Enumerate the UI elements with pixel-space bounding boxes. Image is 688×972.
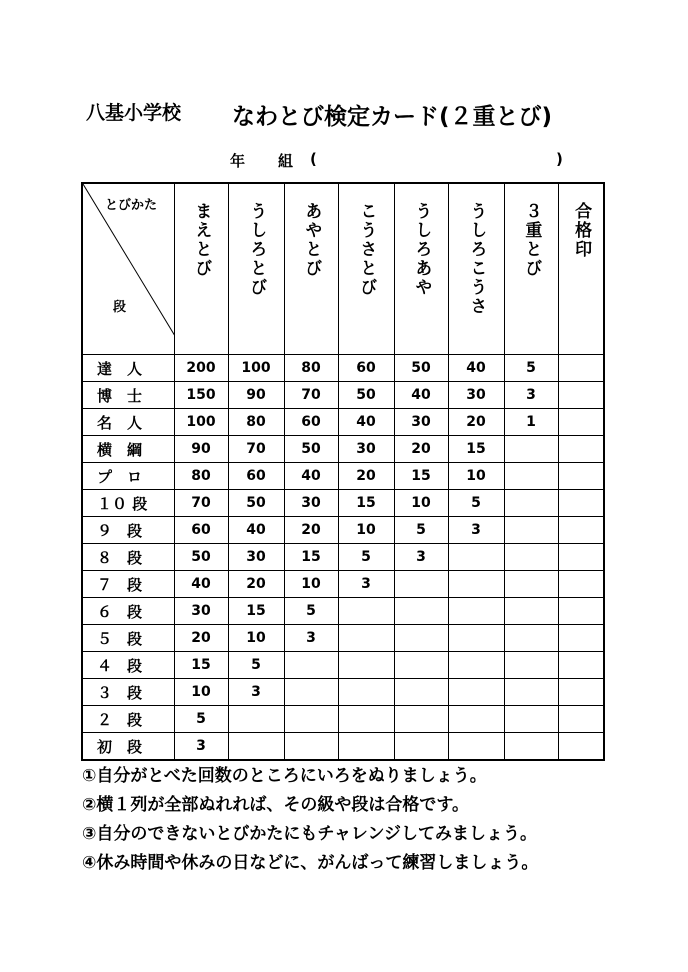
column-header-1 xyxy=(174,183,228,355)
count-cell: 20 xyxy=(394,436,448,463)
column-header-label: うしろあや xyxy=(411,202,432,297)
column-header-label: うしろとび xyxy=(246,202,267,297)
count-cell: 30 xyxy=(284,490,338,517)
column-header-3 xyxy=(284,183,338,355)
count-cell xyxy=(284,733,338,761)
count-cell xyxy=(394,598,448,625)
count-cell: 200 xyxy=(174,355,228,382)
count-cell xyxy=(338,679,394,706)
count-cell: 80 xyxy=(284,355,338,382)
count-cell: 5 xyxy=(504,355,558,382)
column-header-5 xyxy=(394,183,448,355)
count-cell xyxy=(228,733,284,761)
count-cell xyxy=(448,679,504,706)
count-cell: 80 xyxy=(228,409,284,436)
count-cell xyxy=(338,706,394,733)
count-cell xyxy=(394,706,448,733)
count-cell: 10 xyxy=(338,517,394,544)
count-cell: 5 xyxy=(448,490,504,517)
count-cell: 10 xyxy=(228,625,284,652)
count-cell: 10 xyxy=(394,490,448,517)
column-header-label: うしろこうさ xyxy=(466,202,487,316)
table-row xyxy=(82,625,604,652)
instructions xyxy=(82,762,642,878)
card-title: なわとび検定カード(２重とび) xyxy=(232,104,553,130)
count-cell: 20 xyxy=(174,625,228,652)
count-cell: 50 xyxy=(228,490,284,517)
count-cell: 70 xyxy=(284,382,338,409)
table-row xyxy=(82,652,604,679)
pass-stamp-cell[interactable] xyxy=(558,598,604,625)
column-header-label: こうさとび xyxy=(356,202,377,297)
count-cell xyxy=(394,679,448,706)
count-cell xyxy=(394,652,448,679)
rank-label: ４ 段 xyxy=(82,652,174,679)
class-label: 組 xyxy=(278,152,294,170)
count-cell: 20 xyxy=(284,517,338,544)
count-cell: 15 xyxy=(174,652,228,679)
count-cell xyxy=(338,733,394,761)
count-cell: 30 xyxy=(338,436,394,463)
count-cell: 40 xyxy=(228,517,284,544)
count-cell xyxy=(448,625,504,652)
count-cell: 150 xyxy=(174,382,228,409)
count-cell: 3 xyxy=(284,625,338,652)
column-header-label: あやとび xyxy=(301,202,322,278)
corner-bottom-label: 段 xyxy=(113,300,127,315)
count-cell: 5 xyxy=(394,517,448,544)
pass-stamp-cell[interactable] xyxy=(558,436,604,463)
count-cell: 3 xyxy=(504,382,558,409)
column-header-2 xyxy=(228,183,284,355)
count-cell: 60 xyxy=(284,409,338,436)
note-2: ②横１列が全部ぬれれば、その級や段は合格です。 xyxy=(82,795,470,815)
count-cell: 40 xyxy=(174,571,228,598)
pass-stamp-cell[interactable] xyxy=(558,706,604,733)
pass-stamp-cell[interactable] xyxy=(558,544,604,571)
count-cell: 70 xyxy=(174,490,228,517)
count-cell xyxy=(284,679,338,706)
table-row xyxy=(82,517,604,544)
pass-stamp-cell[interactable] xyxy=(558,382,604,409)
column-header-label: 合格印 xyxy=(571,202,592,259)
table-row xyxy=(82,463,604,490)
count-cell: 30 xyxy=(174,598,228,625)
rank-label: ６ 段 xyxy=(82,598,174,625)
count-cell: 80 xyxy=(174,463,228,490)
count-cell: 100 xyxy=(228,355,284,382)
count-cell xyxy=(504,652,558,679)
count-cell xyxy=(284,652,338,679)
rank-label: 達 人 xyxy=(82,355,174,382)
count-cell: 3 xyxy=(228,679,284,706)
count-cell: 40 xyxy=(284,463,338,490)
count-cell xyxy=(448,706,504,733)
count-cell: 15 xyxy=(448,436,504,463)
count-cell: 40 xyxy=(448,355,504,382)
table-row xyxy=(82,436,604,463)
count-cell: 100 xyxy=(174,409,228,436)
count-cell xyxy=(504,733,558,761)
count-cell: 40 xyxy=(338,409,394,436)
count-cell: 15 xyxy=(284,544,338,571)
count-cell: 20 xyxy=(448,409,504,436)
count-cell: 20 xyxy=(338,463,394,490)
open-paren: ( xyxy=(310,150,317,168)
rank-label: 横 綱 xyxy=(82,436,174,463)
count-cell: 3 xyxy=(338,571,394,598)
count-cell: 90 xyxy=(228,382,284,409)
count-cell xyxy=(284,706,338,733)
table-row xyxy=(82,571,604,598)
skill-table xyxy=(81,182,605,761)
count-cell: 50 xyxy=(338,382,394,409)
table-row xyxy=(82,382,604,409)
count-cell: 5 xyxy=(338,544,394,571)
column-header-6 xyxy=(448,183,504,355)
pass-stamp-cell[interactable] xyxy=(558,679,604,706)
pass-stamp-cell[interactable] xyxy=(558,625,604,652)
rank-label: ９ 段 xyxy=(82,517,174,544)
column-header-8 xyxy=(558,183,604,355)
count-cell: 3 xyxy=(448,517,504,544)
count-cell xyxy=(394,571,448,598)
table-row xyxy=(82,409,604,436)
count-cell xyxy=(504,436,558,463)
count-cell xyxy=(338,625,394,652)
table-row xyxy=(82,598,604,625)
count-cell: 3 xyxy=(394,544,448,571)
rank-label: ５ 段 xyxy=(82,625,174,652)
count-cell: 5 xyxy=(284,598,338,625)
school-name: 八基小学校 xyxy=(86,102,182,124)
count-cell xyxy=(448,544,504,571)
pass-stamp-cell[interactable] xyxy=(558,409,604,436)
pass-stamp-cell[interactable] xyxy=(558,355,604,382)
table-row xyxy=(82,355,604,382)
grade-label: 年 xyxy=(230,152,246,170)
table-row xyxy=(82,490,604,517)
rank-label: ７ 段 xyxy=(82,571,174,598)
count-cell: 50 xyxy=(284,436,338,463)
count-cell xyxy=(504,490,558,517)
rank-label: プ ロ xyxy=(82,463,174,490)
rank-label: ２ 段 xyxy=(82,706,174,733)
count-cell xyxy=(338,652,394,679)
count-cell: 40 xyxy=(394,382,448,409)
count-cell xyxy=(504,517,558,544)
count-cell xyxy=(448,571,504,598)
corner-cell xyxy=(82,183,174,355)
count-cell: 15 xyxy=(338,490,394,517)
count-cell xyxy=(448,733,504,761)
pass-stamp-cell[interactable] xyxy=(558,490,604,517)
rank-label: 博 士 xyxy=(82,382,174,409)
rank-label: ８ 段 xyxy=(82,544,174,571)
count-cell xyxy=(504,544,558,571)
count-cell xyxy=(394,733,448,761)
count-cell: 60 xyxy=(174,517,228,544)
count-cell xyxy=(448,598,504,625)
count-cell: 60 xyxy=(338,355,394,382)
count-cell xyxy=(338,598,394,625)
rank-label: ３ 段 xyxy=(82,679,174,706)
table-row xyxy=(82,679,604,706)
note-1: ①自分がとべた回数のところにいろをぬりましょう。 xyxy=(82,766,487,786)
table-row xyxy=(82,706,604,733)
count-cell xyxy=(394,625,448,652)
count-cell xyxy=(228,706,284,733)
count-cell: 10 xyxy=(284,571,338,598)
table-row xyxy=(82,544,604,571)
pass-stamp-cell[interactable] xyxy=(558,517,604,544)
corner-top-label: とびかた xyxy=(105,198,158,213)
pass-stamp-cell[interactable] xyxy=(558,652,604,679)
pass-stamp-cell[interactable] xyxy=(558,571,604,598)
count-cell: 30 xyxy=(394,409,448,436)
rank-label: １０ 段 xyxy=(82,490,174,517)
count-cell: 10 xyxy=(448,463,504,490)
count-cell: 20 xyxy=(228,571,284,598)
rank-label: 名 人 xyxy=(82,409,174,436)
pass-stamp-cell[interactable] xyxy=(558,463,604,490)
count-cell: 10 xyxy=(174,679,228,706)
count-cell xyxy=(504,679,558,706)
column-header-label: まえとび xyxy=(191,202,212,278)
header-row xyxy=(82,183,604,355)
rank-label: 初 段 xyxy=(82,733,174,761)
count-cell: 50 xyxy=(394,355,448,382)
count-cell: 15 xyxy=(228,598,284,625)
count-cell: 1 xyxy=(504,409,558,436)
table-body xyxy=(82,355,604,761)
count-cell xyxy=(448,652,504,679)
note-4: ④休み時間や休みの日などに、がんばって練習しましょう。 xyxy=(82,853,539,873)
count-cell: 30 xyxy=(228,544,284,571)
count-cell xyxy=(504,706,558,733)
count-cell xyxy=(504,571,558,598)
count-cell: 50 xyxy=(174,544,228,571)
grade-class-line xyxy=(230,150,570,170)
count-cell: 60 xyxy=(228,463,284,490)
count-cell xyxy=(504,463,558,490)
note-3: ③自分のできないとびかたにもチャレンジしてみましょう。 xyxy=(82,824,538,844)
table-row xyxy=(82,733,604,761)
column-header-label: ３重とび xyxy=(521,202,542,278)
column-header-4 xyxy=(338,183,394,355)
count-cell: 30 xyxy=(448,382,504,409)
count-cell: 3 xyxy=(174,733,228,761)
close-paren: ) xyxy=(556,150,563,168)
column-header-7 xyxy=(504,183,558,355)
count-cell xyxy=(504,625,558,652)
count-cell: 5 xyxy=(228,652,284,679)
pass-stamp-cell[interactable] xyxy=(558,733,604,761)
count-cell: 5 xyxy=(174,706,228,733)
count-cell: 15 xyxy=(394,463,448,490)
count-cell: 70 xyxy=(228,436,284,463)
count-cell xyxy=(504,598,558,625)
count-cell: 90 xyxy=(174,436,228,463)
